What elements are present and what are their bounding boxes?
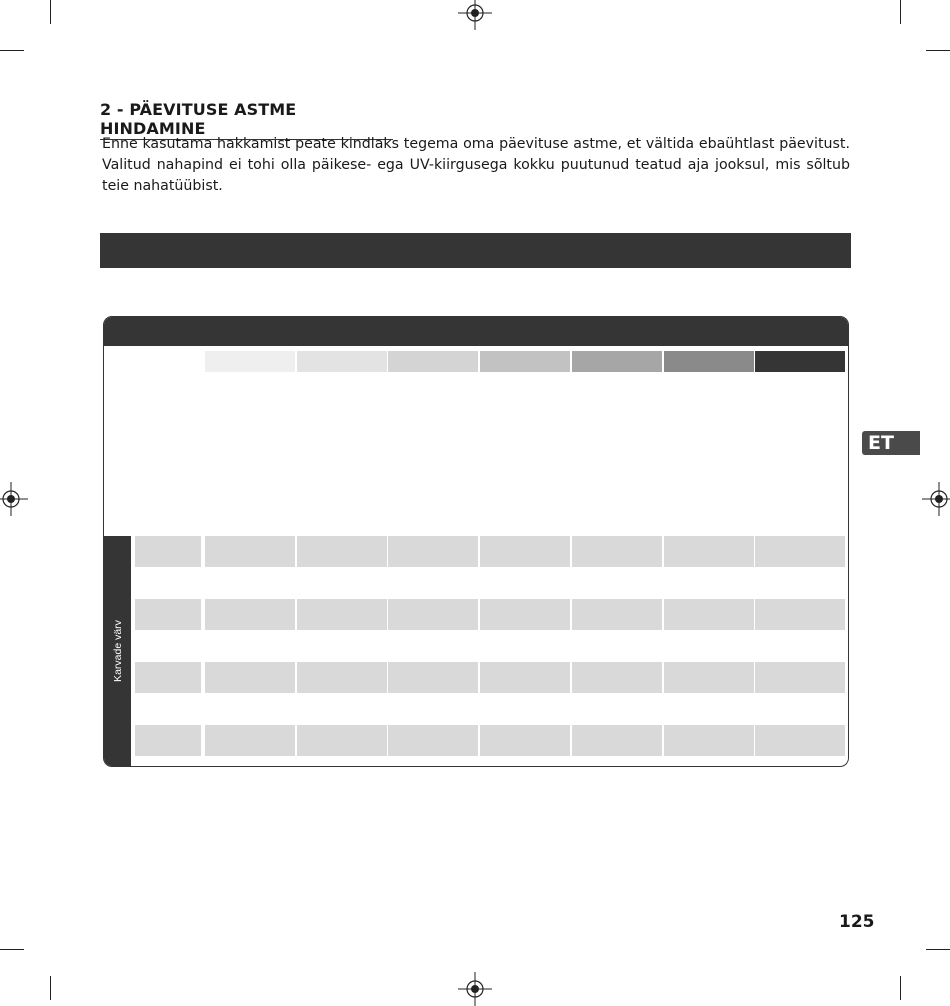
language-tab: [862, 431, 920, 455]
table-cell: [388, 599, 478, 630]
hair-row-label-cell: [135, 599, 201, 630]
table-cell: [388, 536, 478, 567]
table-cell: [480, 536, 570, 567]
skin-tone-swatch: [297, 351, 387, 372]
skin-tone-swatch: [205, 351, 295, 372]
table-cell: [572, 662, 662, 693]
hair-row-label-cell: [135, 662, 201, 693]
language-tab-label: ET: [868, 432, 894, 454]
hair-color-label-column: [104, 536, 131, 766]
crop-mark: [900, 0, 901, 24]
intro-paragraph: Enne kasutama hakkamist peate kindlaks tegema oma päevituse astme, et vältida ebaühtlast päevitust. Valitud nahapind ei tohi olla päikese- ega UV-kiirgusega kokku puutunud teatud aja jooksul, mis sõltub teie nahatüübist.: [102, 136, 850, 194]
table-cell: [480, 662, 570, 693]
table-cell: [664, 599, 754, 630]
table-cell: [572, 536, 662, 567]
table-cell: [388, 662, 478, 693]
table-cell: [205, 725, 295, 756]
crop-mark: [50, 976, 51, 1000]
hair-row-label-cell: [135, 725, 201, 756]
table-cell: [205, 536, 295, 567]
crop-mark: [0, 949, 24, 950]
table-title-bar: [100, 233, 851, 268]
table-cell: [297, 599, 387, 630]
skin-tone-swatch: [755, 351, 845, 372]
crop-mark: [926, 50, 950, 51]
table-cell: [388, 725, 478, 756]
table-cell: [664, 662, 754, 693]
table-cell: [205, 662, 295, 693]
table-cell: [664, 536, 754, 567]
crop-mark: [50, 0, 51, 24]
table-cell: [572, 725, 662, 756]
table-cell: [755, 536, 845, 567]
hair-color-label: Karvade värv: [111, 620, 124, 682]
registration-mark-icon: [0, 482, 28, 516]
table-cell: [205, 599, 295, 630]
table-cell: [572, 599, 662, 630]
table-cell: [297, 662, 387, 693]
table-cell: [755, 725, 845, 756]
table-cell: [297, 536, 387, 567]
skin-hair-table: [103, 316, 849, 767]
page-number: 125: [839, 912, 875, 932]
crop-mark: [926, 949, 950, 950]
skin-tone-swatch: [664, 351, 754, 372]
skin-tone-swatch: [572, 351, 662, 372]
crop-mark: [900, 976, 901, 1000]
skin-tone-swatch: [480, 351, 570, 372]
skin-tone-swatch: [388, 351, 478, 372]
table-header: [104, 317, 848, 346]
registration-mark-icon: [458, 972, 492, 1006]
table-cell: [297, 725, 387, 756]
table-cell: [664, 725, 754, 756]
table-cell: [755, 599, 845, 630]
registration-mark-icon: [922, 482, 950, 516]
table-cell: [480, 599, 570, 630]
registration-mark-icon: [458, 0, 492, 30]
crop-mark: [0, 50, 24, 51]
table-cell: [480, 725, 570, 756]
section-title: 2 - PÄEVITUSE ASTME HINDAMINE: [100, 100, 393, 140]
table-cell: [755, 662, 845, 693]
hair-row-label-cell: [135, 536, 201, 567]
